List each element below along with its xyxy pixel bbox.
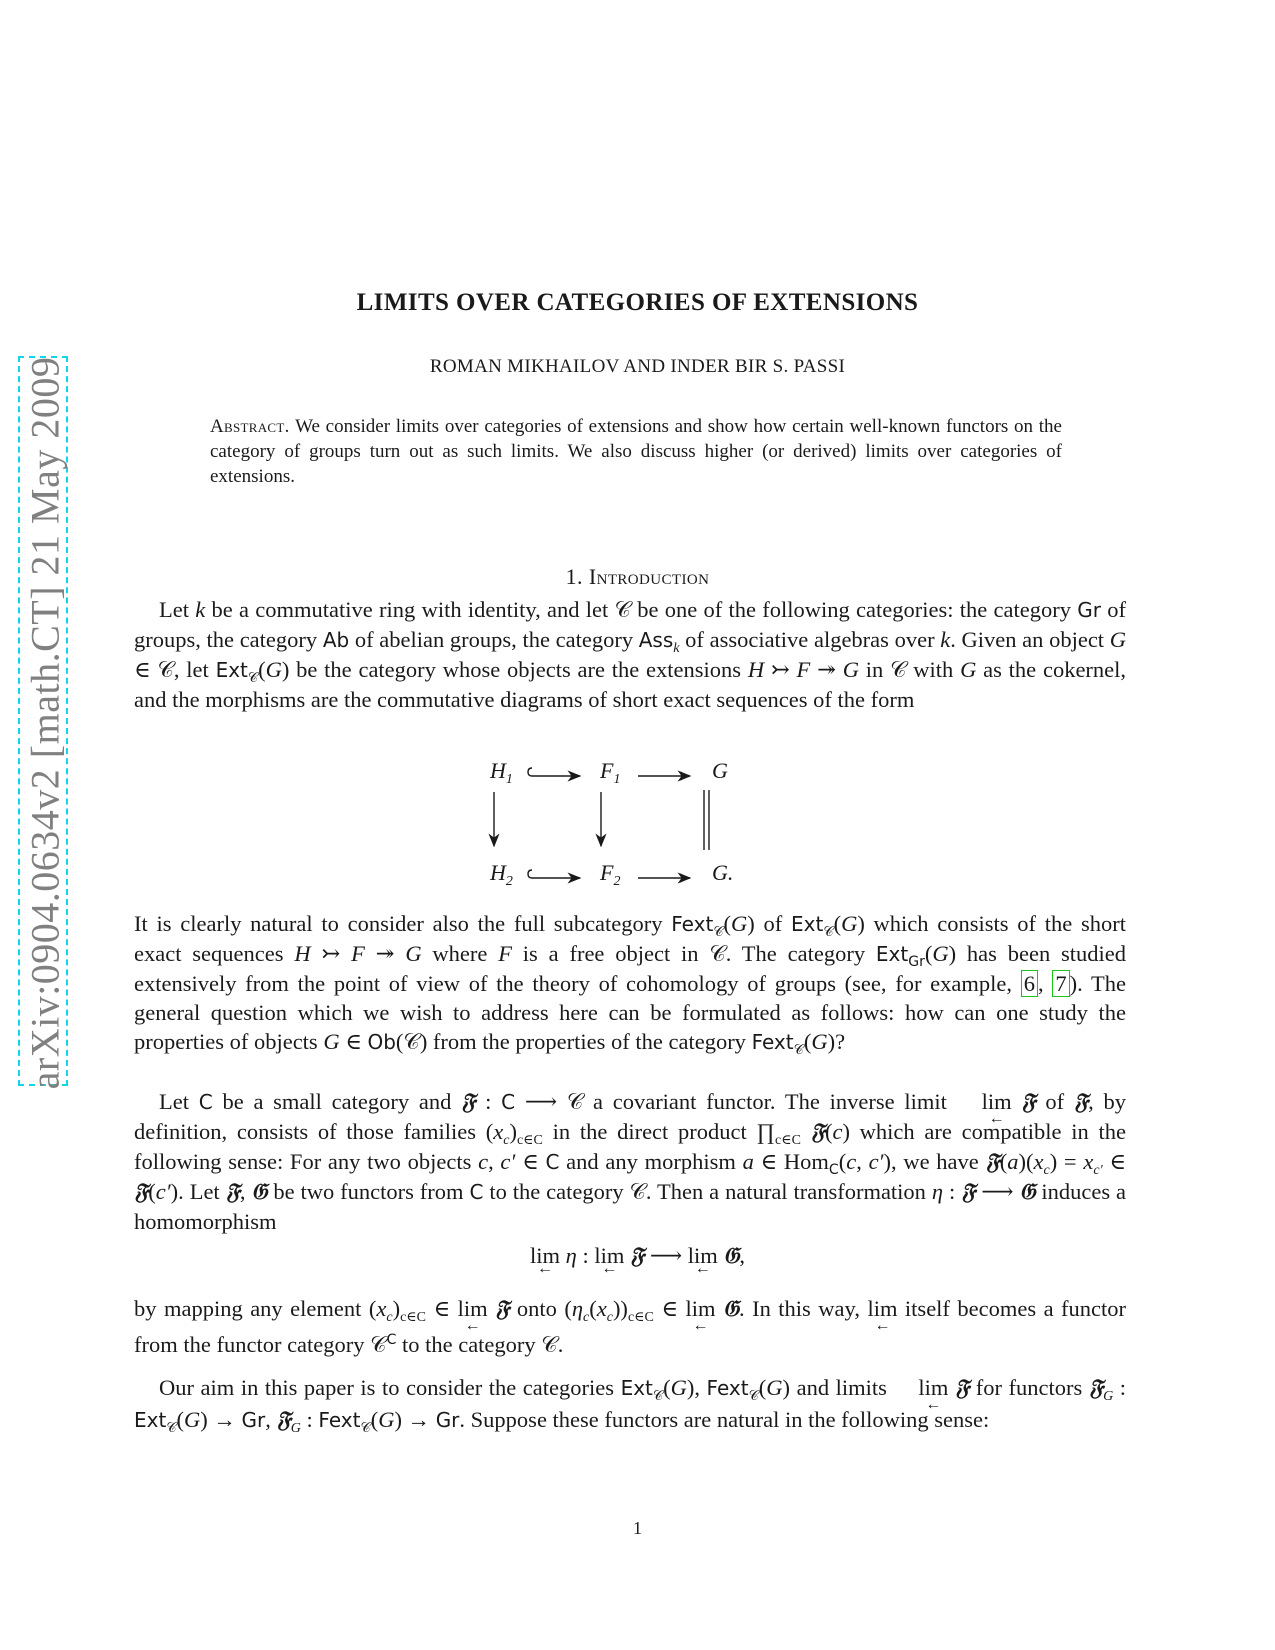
diagram-f1: $F_1$	[600, 758, 621, 787]
paper-authors: ROMAN MIKHAILOV AND INDER BIR S. PASSI	[429, 356, 846, 377]
paragraph-intro-3: Let C be a small category and 𝔉 : C ⟶ 𝒞 a covariant functor. The inverse limit lim ← 𝔉 of 𝔉, by definition, consists of those families $(x_c)_{c\in C}$ in the direct product $\prod_{c\in C}$ 𝔉(c) which are compatible in the following sense: For any two objects c, c′ ∈ C and any morphism a ∈ Hom$_C$(c, c′), we have $𝔉(a)(x_c) = x_{c'}$ ∈ 𝔉(c′). Let 𝔉, 𝔊 be two functors from C to the category 𝒞. Then a natural transformation η : 𝔉 ⟶ 𝔊 induces a homomorphism	[134, 1087, 1126, 1236]
diagram-h1: $H_1$	[490, 758, 513, 787]
diagram-h2: $H_2$	[490, 860, 513, 889]
citation-7[interactable]: 7	[1052, 970, 1069, 997]
section-title: Introduction	[588, 564, 710, 589]
display-equation: lim ← η : lim ← 𝔉 ⟶ lim ← 𝔊,	[0, 1243, 1275, 1269]
paragraph-intro-5: Our aim in this paper is to consider the categories Ext$_𝒞$(G), Fext$_𝒞$(G) and limits lim ← 𝔉 for functors 𝔉$_G$ : Ext$_𝒞$(G) → Gr, 𝔉$_G$ : Fext$_𝒞$(G) → Gr. Suppose these functors are natural in the following sense:	[134, 1372, 1126, 1436]
page-number: 1	[633, 1518, 642, 1538]
paragraph-intro-1: Let k be a commutative ring with identity, and let 𝒞 be one of the following categories: the category Gr of groups, the category Ab of abelian groups, the category Ass$_k$ of associative algebras over k. Given an object G ∈ 𝒞, let Ext$_𝒞$(G) be the category whose objects are the extensions H ↣ F ↠ G in 𝒞 with G as the cokernel, and the morphisms are the commutative diagrams of short exact sequences of the form	[134, 597, 1127, 712]
paragraph-intro-4: by mapping any element $(x_c)_{c\in C}$ ∈ lim ← 𝔉 onto $(\eta_c(x_c))_{c\in C}$ ∈ lim ← 𝔊. In this way, lim ← itself becomes a functor from the functor category 𝒞$^C$ to the category 𝒞.	[134, 1291, 1126, 1363]
abstract-text: We consider limits over categories of extensions and show how certain well-known functors on the category of groups turn out as such limits. We also discuss higher (or derived) limits over categories of extensions.	[210, 416, 1062, 487]
diagram-f2: $F_2$	[600, 860, 621, 889]
arxiv-stamp	[18, 356, 68, 1090]
paper-title: LIMITS OVER CATEGORIES OF EXTENSIONS	[356, 289, 919, 316]
abstract-label: Abstract.	[210, 416, 290, 437]
paragraph-intro-2: It is clearly natural to consider also the full subcategory Fext$_𝒞$(G) of Ext$_𝒞$(G) which consists of the short exact sequences H ↣ F ↠ G where F is a free object in 𝒞. The category Ext$_{Gr}$(G) has been studied extensively from the point of view of the theory of cohomology of groups (see, for example, 6 , 7 ). The general question which we wish to address here can be formulated as follows: how can one study the properties of objects G ∈ Ob(𝒞) from the properties of the category Fext$_𝒞$(G)?	[134, 911, 1127, 1058]
diagram-g-top: G	[712, 758, 728, 783]
section-number: 1.	[565, 564, 583, 589]
citation-6[interactable]: 6	[1021, 970, 1038, 997]
section-heading	[0, 564, 1275, 590]
diagram-arrows	[480, 760, 740, 890]
arxiv-stamp-text: arXiv:0904.0634v2 [math.CT] 21 May 2009	[22, 356, 68, 1090]
diagram-g-bottom: G.	[712, 860, 734, 885]
abstract	[210, 414, 1062, 489]
